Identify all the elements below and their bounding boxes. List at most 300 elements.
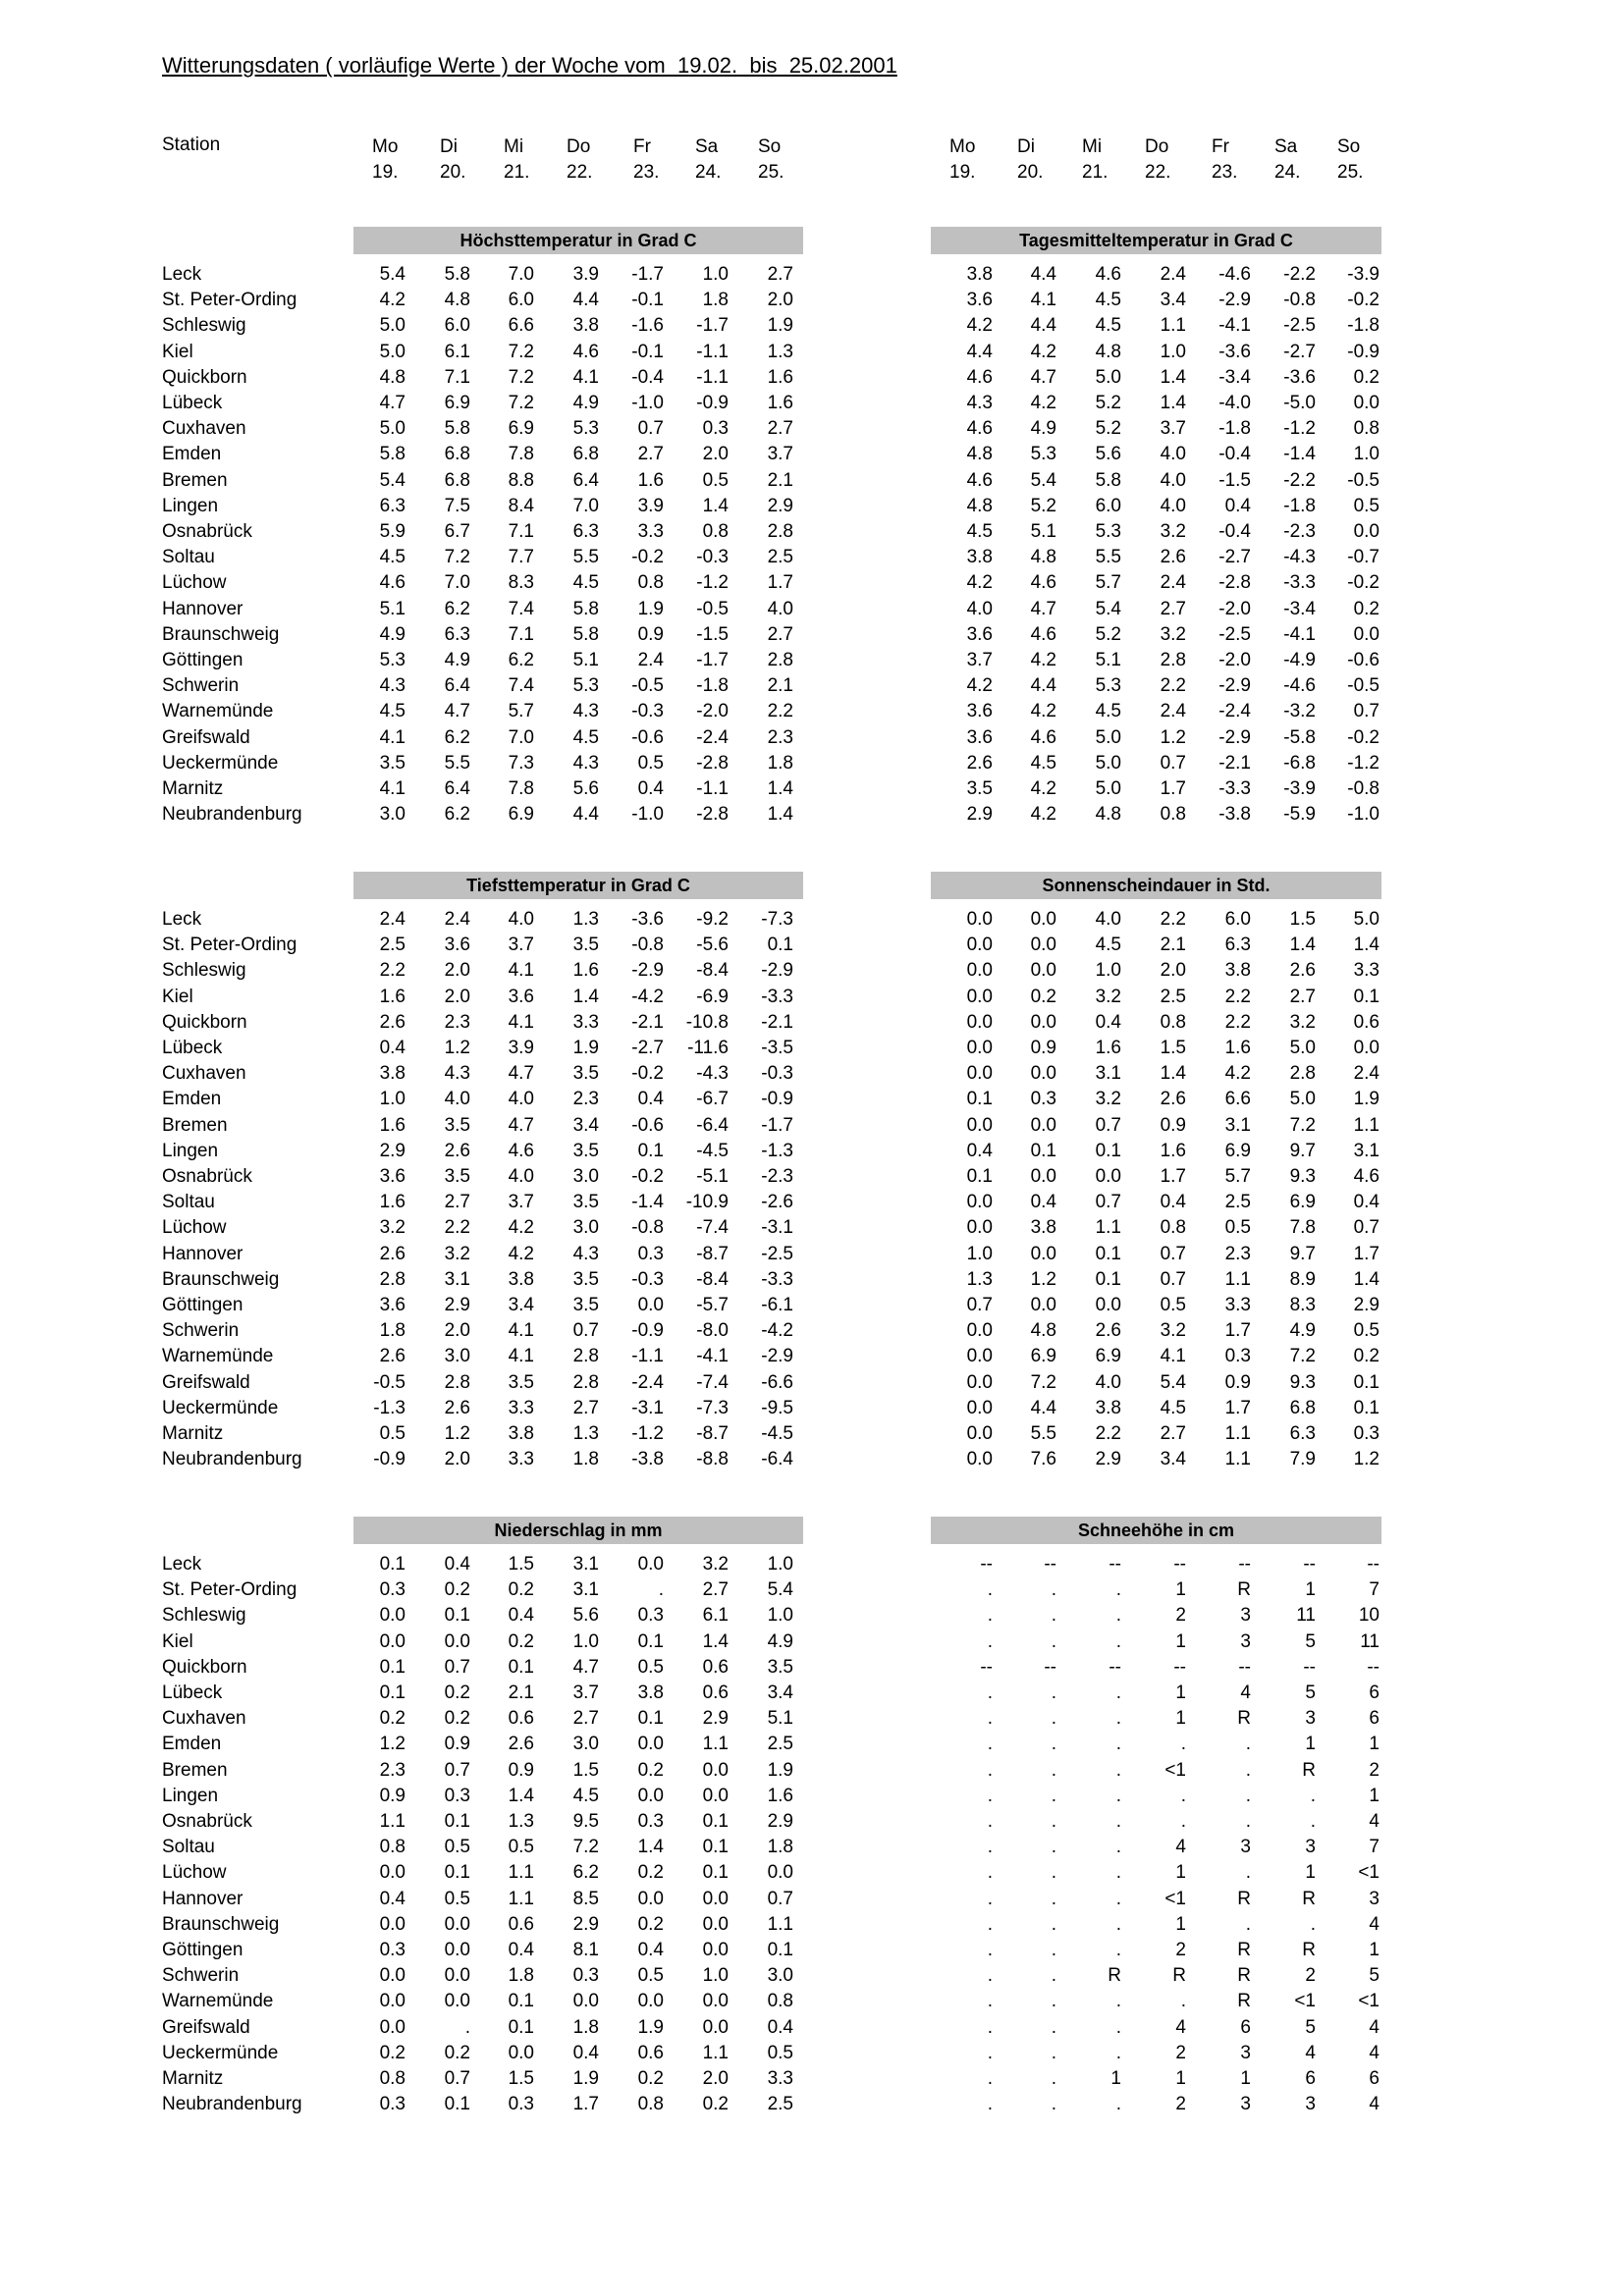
table-cell: -11.6 bbox=[687, 1038, 729, 1058]
table-cell: 0.1 bbox=[966, 1166, 993, 1187]
table-cell: 3.4 bbox=[1160, 1449, 1186, 1470]
station-name: St. Peter-Ording bbox=[162, 1579, 298, 1601]
table-cell: 2.7 bbox=[767, 623, 793, 645]
table-cell: 3.1 bbox=[1224, 1114, 1251, 1136]
station-name: Ueckermünde bbox=[162, 1397, 279, 1418]
table-cell: -2.0 bbox=[1218, 598, 1251, 619]
table-cell: 0.0 bbox=[637, 1991, 664, 2012]
table-cell: 2.7 bbox=[572, 1708, 599, 1730]
table-cell: 5.0 bbox=[1095, 752, 1121, 774]
table-cell: 7.8 bbox=[508, 444, 534, 465]
table-cell: . bbox=[1051, 1682, 1056, 1703]
table-cell: . bbox=[1051, 1605, 1056, 1627]
table-cell: 4.2 bbox=[508, 1217, 534, 1239]
table-cell: 3.3 bbox=[508, 1397, 534, 1418]
table-cell: 9.5 bbox=[572, 1811, 599, 1832]
table-cell: 2.9 bbox=[702, 1708, 729, 1730]
table-cell: 8.9 bbox=[1289, 1268, 1316, 1290]
table-cell: 1.2 bbox=[444, 1038, 470, 1058]
table-cell: 2.5 bbox=[767, 2094, 793, 2115]
table-cell: 2.9 bbox=[966, 804, 993, 826]
table-cell: -0.2 bbox=[1347, 290, 1380, 311]
table-cell: 0.0 bbox=[637, 1734, 664, 1755]
table-cell: 6.9 bbox=[1095, 1346, 1121, 1367]
table-cell: 3.0 bbox=[379, 804, 406, 826]
table-cell: 2.6 bbox=[379, 1243, 406, 1264]
day-header: So bbox=[758, 136, 782, 157]
table-cell: 2 bbox=[1175, 2094, 1186, 2115]
table-cell: 0.5 bbox=[444, 1888, 470, 1909]
table-cell: -- bbox=[1044, 1656, 1056, 1678]
table-cell: 3.8 bbox=[1095, 1397, 1121, 1418]
table-cell: -0.6 bbox=[631, 1114, 664, 1136]
table-cell: 0.9 bbox=[1160, 1114, 1186, 1136]
table-cell: 1 bbox=[1175, 1630, 1186, 1652]
table-cell: 0.3 bbox=[572, 1965, 599, 1987]
table-cell: 2.7 bbox=[1160, 1423, 1186, 1444]
table-cell: 0.2 bbox=[444, 1579, 470, 1601]
table-cell: 0.0 bbox=[1030, 960, 1056, 982]
table-cell: 4.8 bbox=[966, 495, 993, 516]
date-header: 19. bbox=[949, 162, 976, 183]
table-cell: -1.2 bbox=[631, 1423, 664, 1444]
table-cell: 2.6 bbox=[379, 1011, 406, 1033]
table-cell: 5.3 bbox=[379, 650, 406, 670]
table-cell: 0.5 bbox=[637, 752, 664, 774]
table-cell: 4.1 bbox=[1160, 1346, 1186, 1367]
table-cell: -2.4 bbox=[696, 726, 729, 748]
table-cell: -3.8 bbox=[1218, 804, 1251, 826]
table-cell: 2.7 bbox=[637, 444, 664, 465]
table-cell: -0.2 bbox=[1347, 572, 1380, 594]
table-cell: 4.8 bbox=[444, 290, 470, 311]
table-cell: 3.2 bbox=[1289, 1011, 1316, 1033]
table-cell: 0.2 bbox=[508, 1630, 534, 1652]
table-cell: R bbox=[1237, 1579, 1251, 1601]
table-cell: 5 bbox=[1369, 1965, 1380, 1987]
table-cell: 1.7 bbox=[1224, 1397, 1251, 1418]
table-cell: <1 bbox=[1294, 1991, 1316, 2012]
table-cell: -2.6 bbox=[761, 1192, 793, 1213]
table-cell: . bbox=[1051, 1759, 1056, 1781]
table-cell: 0.7 bbox=[1353, 1217, 1380, 1239]
table-cell: -0.2 bbox=[631, 1166, 664, 1187]
table-cell: -1.2 bbox=[1347, 752, 1380, 774]
table-cell: 0.8 bbox=[637, 2094, 664, 2115]
table-cell: 1.1 bbox=[379, 1811, 406, 1832]
table-cell: 2 bbox=[1369, 1759, 1380, 1781]
table-cell: 5.3 bbox=[1095, 675, 1121, 697]
table-cell: . bbox=[987, 1605, 993, 1627]
table-cell: 1.4 bbox=[767, 778, 793, 799]
station-name: Bremen bbox=[162, 1114, 228, 1136]
table-cell: 7.0 bbox=[444, 572, 470, 594]
table-cell: . bbox=[987, 1991, 993, 2012]
table-cell: 2.2 bbox=[1224, 986, 1251, 1007]
table-cell: 0.1 bbox=[444, 1605, 470, 1627]
table-cell: 4.6 bbox=[572, 341, 599, 362]
station-name: Göttingen bbox=[162, 1940, 243, 1960]
table-cell: 4.6 bbox=[966, 418, 993, 440]
table-cell: 2.7 bbox=[1160, 598, 1186, 619]
table-cell: 1.0 bbox=[702, 1965, 729, 1987]
table-cell: 1 bbox=[1240, 2068, 1251, 2089]
table-cell: -4.5 bbox=[761, 1423, 793, 1444]
table-cell: 1.8 bbox=[702, 290, 729, 311]
table-cell: 4.7 bbox=[508, 1063, 534, 1085]
table-cell: 0.3 bbox=[637, 1243, 664, 1264]
table-cell: 0.2 bbox=[1353, 1346, 1380, 1367]
table-cell: . bbox=[1245, 1734, 1251, 1755]
table-cell: 3.0 bbox=[572, 1166, 599, 1187]
table-cell: 3.5 bbox=[572, 1063, 599, 1085]
table-cell: 1 bbox=[1369, 1940, 1380, 1960]
table-cell: -2.2 bbox=[1283, 469, 1316, 491]
table-cell: 3.2 bbox=[1095, 1089, 1121, 1110]
table-cell: 3.6 bbox=[444, 934, 470, 956]
table-cell: 5.0 bbox=[1289, 1089, 1316, 1110]
table-cell: 4.0 bbox=[508, 1166, 534, 1187]
table-cell: 1.1 bbox=[1224, 1423, 1251, 1444]
table-cell: 0.0 bbox=[1095, 1295, 1121, 1315]
table-cell: -3.3 bbox=[1218, 778, 1251, 799]
table-cell: 0.0 bbox=[966, 909, 993, 930]
table-cell: 5.0 bbox=[379, 341, 406, 362]
table-cell: -2.3 bbox=[761, 1166, 793, 1187]
table-cell: -0.2 bbox=[631, 1063, 664, 1085]
table-cell: 3.7 bbox=[767, 444, 793, 465]
station-name: Ueckermünde bbox=[162, 752, 279, 774]
table-cell: 0.0 bbox=[379, 1991, 406, 2012]
table-cell: 1 bbox=[1369, 1785, 1380, 1806]
day-header: Do bbox=[567, 136, 591, 157]
table-cell: 0.8 bbox=[379, 2068, 406, 2089]
table-cell: 4.6 bbox=[1095, 264, 1121, 285]
table-cell: 4.2 bbox=[1030, 778, 1056, 799]
table-cell: 3.8 bbox=[508, 1423, 534, 1444]
table-cell: -0.6 bbox=[631, 726, 664, 748]
table-cell: 3 bbox=[1240, 2042, 1251, 2063]
table-cell: 0.4 bbox=[1353, 1192, 1380, 1213]
table-cell: 0.1 bbox=[379, 1656, 406, 1678]
table-cell: 4.4 bbox=[1030, 675, 1056, 697]
table-cell: 0.7 bbox=[1160, 1268, 1186, 1290]
table-cell: 7.5 bbox=[444, 495, 470, 516]
table-cell: 0.0 bbox=[637, 1888, 664, 1909]
table-cell: 4.9 bbox=[572, 393, 599, 413]
table-cell: 2.0 bbox=[1160, 960, 1186, 982]
table-cell: 1.2 bbox=[1030, 1268, 1056, 1290]
table-cell: 3.5 bbox=[572, 1140, 599, 1161]
table-cell: 2.4 bbox=[1160, 264, 1186, 285]
table-cell: R bbox=[1302, 1759, 1316, 1781]
table-cell: 6.6 bbox=[1224, 1089, 1251, 1110]
table-cell: 7.4 bbox=[508, 675, 534, 697]
date-header: 25. bbox=[758, 162, 784, 183]
table-cell: 4 bbox=[1175, 1837, 1186, 1858]
table-cell: 0.0 bbox=[702, 1785, 729, 1806]
table-cell: 4.4 bbox=[966, 341, 993, 362]
table-cell: 6 bbox=[1240, 2016, 1251, 2038]
table-cell: 4.1 bbox=[379, 726, 406, 748]
station-name: Lingen bbox=[162, 495, 219, 516]
day-header: Do bbox=[1145, 136, 1169, 157]
table-cell: 0.0 bbox=[1095, 1166, 1121, 1187]
table-cell: -4.5 bbox=[696, 1140, 729, 1161]
station-header: Station bbox=[162, 134, 221, 155]
table-cell: 1.1 bbox=[1160, 315, 1186, 337]
table-cell: 3.3 bbox=[767, 2068, 793, 2089]
table-cell: 3.9 bbox=[572, 264, 599, 285]
table-cell: -1.7 bbox=[761, 1114, 793, 1136]
table-cell: 5.8 bbox=[572, 623, 599, 645]
station-name: Quickborn bbox=[162, 1656, 247, 1678]
table-cell: 0.7 bbox=[444, 2068, 470, 2089]
table-cell: 6 bbox=[1305, 2068, 1316, 2089]
table-cell: 1.1 bbox=[1224, 1268, 1251, 1290]
table-cell: 0.0 bbox=[1353, 393, 1380, 413]
station-name: Göttingen bbox=[162, 650, 243, 670]
table-cell: 0.5 bbox=[1224, 1217, 1251, 1239]
table-cell: 3.5 bbox=[508, 1371, 534, 1393]
table-cell: 2.0 bbox=[444, 960, 470, 982]
table-cell: 0.9 bbox=[444, 1734, 470, 1755]
table-cell: 3 bbox=[1305, 1837, 1316, 1858]
table-cell: . bbox=[987, 1682, 993, 1703]
table-cell: -4.3 bbox=[696, 1063, 729, 1085]
table-cell: 1.6 bbox=[379, 986, 406, 1007]
table-cell: 4.0 bbox=[1160, 495, 1186, 516]
table-cell: 1.9 bbox=[1353, 1089, 1380, 1110]
station-name: Warnemünde bbox=[162, 701, 274, 722]
table-cell: 0.6 bbox=[702, 1656, 729, 1678]
table-cell: 4.4 bbox=[1030, 315, 1056, 337]
table-cell: 0.0 bbox=[379, 1630, 406, 1652]
date-header: 24. bbox=[695, 162, 722, 183]
table-cell: . bbox=[1115, 1837, 1121, 1858]
table-cell: -6.4 bbox=[761, 1449, 793, 1470]
table-cell: 6.0 bbox=[1224, 909, 1251, 930]
table-cell: 3.3 bbox=[1224, 1295, 1251, 1315]
station-name: Leck bbox=[162, 1554, 202, 1575]
date-header: 19. bbox=[372, 162, 399, 183]
table-cell: -3.6 bbox=[631, 909, 664, 930]
table-cell: 0.1 bbox=[1095, 1268, 1121, 1290]
table-cell: 6.4 bbox=[444, 675, 470, 697]
table-cell: 5.6 bbox=[1095, 444, 1121, 465]
table-cell: . bbox=[658, 1579, 664, 1601]
table-cell: 4.9 bbox=[767, 1630, 793, 1652]
table-cell: R bbox=[1302, 1940, 1316, 1960]
table-cell: 4.2 bbox=[1030, 341, 1056, 362]
table-cell: 0.0 bbox=[702, 1759, 729, 1781]
table-cell: 4.6 bbox=[1030, 726, 1056, 748]
table-cell: 0.3 bbox=[1030, 1089, 1056, 1110]
table-cell: 7 bbox=[1369, 1837, 1380, 1858]
table-cell: 4.2 bbox=[1030, 804, 1056, 826]
table-cell: 6.2 bbox=[444, 804, 470, 826]
table-cell: -0.3 bbox=[631, 701, 664, 722]
table-cell: 3 bbox=[1240, 2094, 1251, 2115]
table-cell: . bbox=[464, 2016, 470, 2038]
table-cell: 0.0 bbox=[966, 1038, 993, 1058]
table-cell: 0.1 bbox=[379, 1682, 406, 1703]
station-name: Bremen bbox=[162, 469, 228, 491]
station-name: Leck bbox=[162, 909, 202, 930]
table-cell: -2.1 bbox=[1218, 752, 1251, 774]
table-cell: 1 bbox=[1305, 1579, 1316, 1601]
day-header: Mi bbox=[504, 136, 524, 157]
table-cell: 4.5 bbox=[1095, 934, 1121, 956]
table-cell: 4.2 bbox=[508, 1243, 534, 1264]
table-cell: 0.4 bbox=[767, 2016, 793, 2038]
table-cell: 2.7 bbox=[702, 1579, 729, 1601]
table-cell: 5.3 bbox=[572, 418, 599, 440]
table-cell: 0.7 bbox=[1095, 1192, 1121, 1213]
table-cell: -0.2 bbox=[631, 547, 664, 568]
table-cell: 1.4 bbox=[702, 495, 729, 516]
table-cell: 8.4 bbox=[508, 495, 534, 516]
table-cell: 0.5 bbox=[1353, 495, 1380, 516]
table-cell: -0.4 bbox=[631, 366, 664, 388]
table-cell: 4 bbox=[1305, 2042, 1316, 2063]
table-cell: 0.0 bbox=[1030, 1166, 1056, 1187]
table-cell: -6.9 bbox=[696, 986, 729, 1007]
station-name: Osnabrück bbox=[162, 1166, 252, 1187]
table-cell: 1.6 bbox=[767, 1785, 793, 1806]
table-cell: 0.0 bbox=[1030, 1011, 1056, 1033]
table-cell: -2.7 bbox=[631, 1038, 664, 1058]
table-cell: -6.4 bbox=[696, 1114, 729, 1136]
table-cell: 3.1 bbox=[572, 1554, 599, 1575]
table-cell: 5.7 bbox=[1095, 572, 1121, 594]
table-cell: 0.1 bbox=[444, 1862, 470, 1884]
table-cell: 4.4 bbox=[1030, 1397, 1056, 1418]
table-cell: 6 bbox=[1369, 1708, 1380, 1730]
section-title-left: Niederschlag in mm bbox=[353, 1517, 803, 1544]
table-cell: -6.6 bbox=[761, 1371, 793, 1393]
day-header: Di bbox=[1017, 136, 1035, 157]
table-cell: 0.2 bbox=[1353, 366, 1380, 388]
table-cell: 3.5 bbox=[572, 934, 599, 956]
table-cell: 0.1 bbox=[1353, 1371, 1380, 1393]
table-cell: 4.2 bbox=[1030, 701, 1056, 722]
table-cell: 7.2 bbox=[508, 341, 534, 362]
table-cell: 4.6 bbox=[379, 572, 406, 594]
table-cell: . bbox=[987, 1837, 993, 1858]
table-cell: 3.2 bbox=[702, 1554, 729, 1575]
table-cell: 3.3 bbox=[637, 521, 664, 542]
table-cell: . bbox=[1310, 1785, 1316, 1806]
table-cell: 1.2 bbox=[379, 1734, 406, 1755]
table-cell: 0.4 bbox=[379, 1038, 406, 1058]
table-cell: . bbox=[1180, 1734, 1186, 1755]
table-cell: 0.0 bbox=[444, 1965, 470, 1987]
table-cell: 5.0 bbox=[379, 418, 406, 440]
table-cell: . bbox=[1115, 2094, 1121, 2115]
table-cell: . bbox=[1245, 1862, 1251, 1884]
table-cell: 1.4 bbox=[1289, 934, 1316, 956]
table-cell: 4.2 bbox=[379, 290, 406, 311]
table-cell: 4.7 bbox=[1030, 598, 1056, 619]
table-cell: 5.1 bbox=[1030, 521, 1056, 542]
table-cell: 0.3 bbox=[702, 418, 729, 440]
table-cell: 3.8 bbox=[379, 1063, 406, 1085]
table-cell: -3.1 bbox=[761, 1217, 793, 1239]
table-cell: -7.3 bbox=[696, 1397, 729, 1418]
table-cell: 4.1 bbox=[1030, 290, 1056, 311]
table-cell: 2 bbox=[1305, 1965, 1316, 1987]
table-cell: -0.8 bbox=[631, 1217, 664, 1239]
table-cell: . bbox=[1051, 1991, 1056, 2012]
table-cell: 1.9 bbox=[637, 598, 664, 619]
table-cell: -0.9 bbox=[373, 1449, 406, 1470]
table-cell: -3.3 bbox=[1283, 572, 1316, 594]
table-cell: -0.5 bbox=[696, 598, 729, 619]
table-cell: 4.8 bbox=[1095, 804, 1121, 826]
table-cell: -3.3 bbox=[761, 986, 793, 1007]
table-cell: -2.8 bbox=[696, 804, 729, 826]
table-cell: 4.0 bbox=[1160, 469, 1186, 491]
table-cell: 4.7 bbox=[572, 1656, 599, 1678]
table-cell: 1 bbox=[1175, 2068, 1186, 2089]
table-cell: 3.8 bbox=[966, 547, 993, 568]
table-cell: -2.9 bbox=[761, 960, 793, 982]
table-cell: 7.0 bbox=[508, 264, 534, 285]
table-cell: 3.6 bbox=[379, 1166, 406, 1187]
table-cell: 0.0 bbox=[508, 2042, 534, 2063]
date-header: 22. bbox=[567, 162, 593, 183]
table-cell: <1 bbox=[1164, 1759, 1186, 1781]
table-cell: 0.4 bbox=[1095, 1011, 1121, 1033]
table-cell: 2.6 bbox=[508, 1734, 534, 1755]
table-cell: 5 bbox=[1305, 1630, 1316, 1652]
table-cell: 1.8 bbox=[379, 1320, 406, 1342]
table-cell: 0.0 bbox=[702, 1940, 729, 1960]
table-cell: -1.1 bbox=[631, 1346, 664, 1367]
table-cell: . bbox=[1051, 1734, 1056, 1755]
table-cell: 2.3 bbox=[572, 1089, 599, 1110]
table-cell: -0.8 bbox=[1283, 290, 1316, 311]
table-cell: 3.2 bbox=[1160, 521, 1186, 542]
table-cell: -0.3 bbox=[631, 1268, 664, 1290]
table-cell: 4.5 bbox=[1095, 315, 1121, 337]
table-cell: . bbox=[987, 2094, 993, 2115]
table-cell: -- bbox=[1238, 1554, 1251, 1575]
table-cell: 3.5 bbox=[572, 1295, 599, 1315]
table-cell: 4.0 bbox=[508, 909, 534, 930]
table-cell: 1.3 bbox=[572, 1423, 599, 1444]
table-cell: 0.0 bbox=[1030, 934, 1056, 956]
table-cell: 5.0 bbox=[1095, 726, 1121, 748]
table-cell: -0.1 bbox=[631, 341, 664, 362]
station-name: Kiel bbox=[162, 1630, 193, 1652]
table-cell: 3.6 bbox=[966, 290, 993, 311]
table-cell: 3 bbox=[1240, 1837, 1251, 1858]
table-cell: 7.1 bbox=[508, 521, 534, 542]
table-cell: 2.1 bbox=[1160, 934, 1186, 956]
table-cell: 0.4 bbox=[966, 1140, 993, 1161]
table-cell: -5.9 bbox=[1283, 804, 1316, 826]
table-cell: -6.8 bbox=[1283, 752, 1316, 774]
table-cell: 0.0 bbox=[1030, 1243, 1056, 1264]
table-cell: -2.0 bbox=[696, 701, 729, 722]
table-cell: 1.6 bbox=[767, 366, 793, 388]
table-cell: . bbox=[1051, 1630, 1056, 1652]
table-cell: -1.8 bbox=[696, 675, 729, 697]
table-cell: 0.8 bbox=[1160, 1217, 1186, 1239]
table-cell: 5.1 bbox=[379, 598, 406, 619]
